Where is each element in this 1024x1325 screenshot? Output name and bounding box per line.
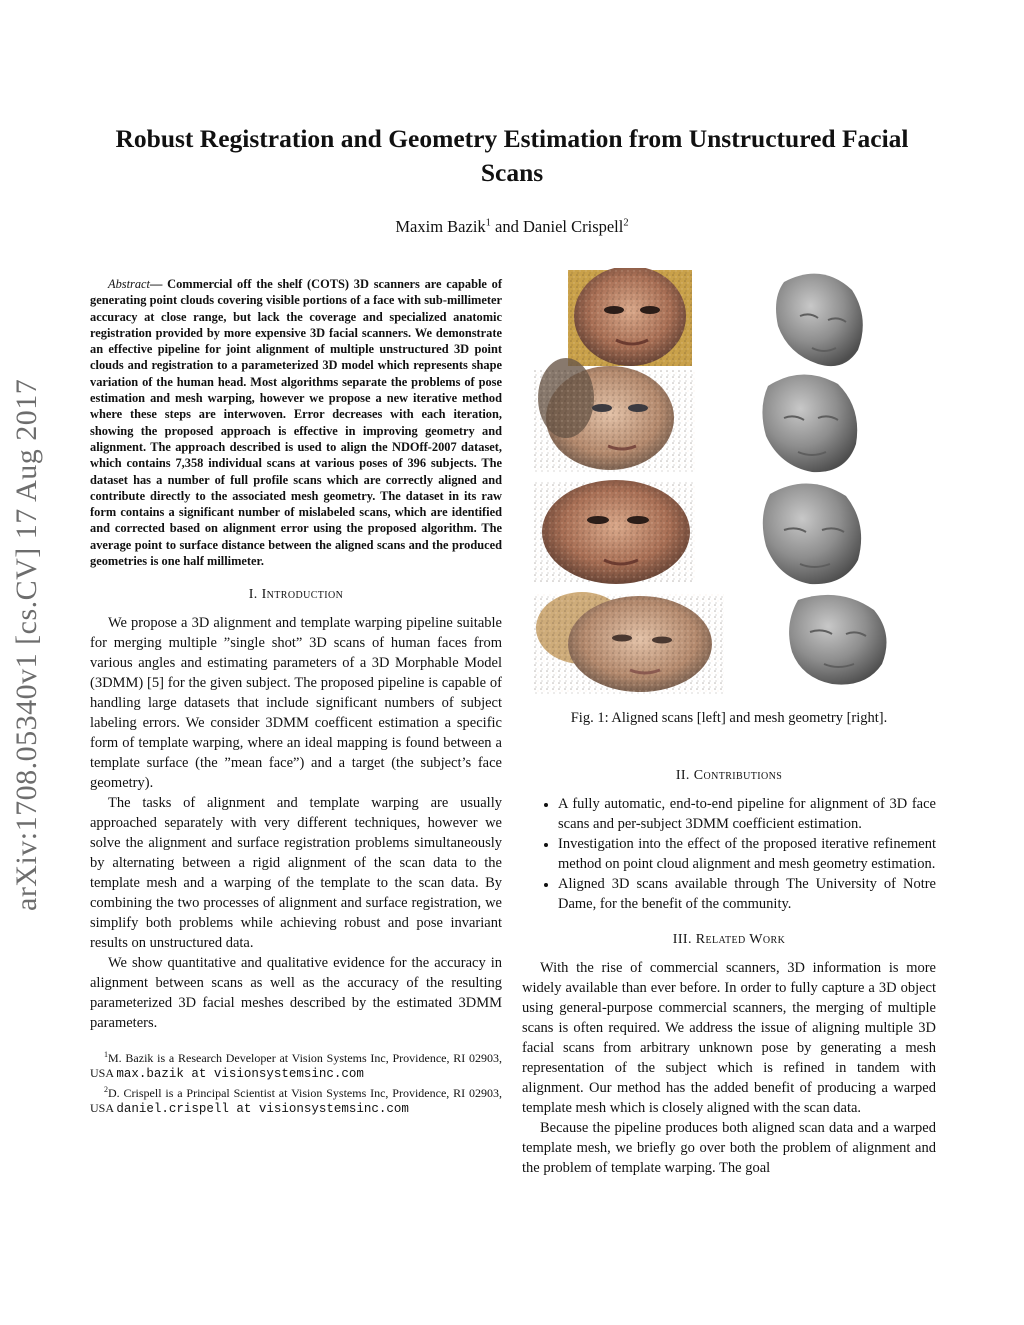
contributions-list <box>522 794 936 914</box>
abstract-lead: Abstract <box>108 277 150 291</box>
abstract-dash: — <box>150 277 168 291</box>
author-list <box>100 217 924 237</box>
figure-1 <box>522 268 936 698</box>
related-paragraph: Because the pipeline produces both aligned scan data and a warped template mesh, we briefly go over both the problem of alignment and the problem of template warping. The goal <box>522 1120 936 1176</box>
figure-caption: Fig. 1: Aligned scans [left] and mesh geometry [right]. <box>570 710 888 726</box>
footnote-email: max.bazik at visionsystemsinc.com <box>116 1067 364 1082</box>
right-column <box>522 268 936 1178</box>
figure-1-image <box>522 268 936 698</box>
section-heading-related-work: III. Related Work <box>672 932 786 947</box>
paper-title: Robust Registration and Geometry Estimation from Unstructured Facial Scans <box>115 124 909 187</box>
scan-face-4 <box>534 592 724 694</box>
author-affiliation-mark: 2 <box>623 217 629 229</box>
author-affiliation-mark: 1 <box>485 217 491 229</box>
mesh-face-2 <box>762 374 857 472</box>
list-item: • Aligned 3D scans available through The University of Notre Dame, for the benefit of the community. <box>558 874 936 914</box>
related-paragraph: With the rise of commercial scanners, 3D information is more widely available than ever before. In order to fully capture a 3D object using general-purpose commercial scanners, the merging of multiple scans is often required. We address the issue of aligning multiple 3D facial scans from arbitrary unknown pose by generating a mesh representation of the subject which is refined in tandem with alignment. Our method has the added benefit of producing a warped template mesh which is closely aligned with the scan data. <box>522 960 936 1116</box>
author-joiner: and <box>490 217 523 236</box>
left-column <box>90 276 502 1117</box>
footnote-mark: 1 <box>104 1050 108 1060</box>
scan-face-1 <box>568 268 692 366</box>
author-name: Daniel Crispell <box>523 217 624 236</box>
author-name: Maxim Bazik <box>395 217 486 236</box>
intro-paragraph: The tasks of alignment and template warping are usually approached separately with very different techniques, however we solve the alignment and surface registration problems simultaneously by alternating between a rigid alignment of the scan data to the template mesh and a warping of the template to the scan data. By combining the two processes of alignment and surface registration, we simplify both problems while achieving robust and pose invariant results on unstructured data. <box>90 795 502 952</box>
scan-face-2 <box>534 358 696 472</box>
section-heading-introduction: I. Introduction <box>248 587 344 603</box>
footnote-text: D. Crispell is a Principal Scientist at Vision Systems Inc, Providence, RI 02903, USA <box>90 1086 502 1116</box>
footnotes <box>90 1047 502 1117</box>
list-item: • Investigation into the effect of the proposed iterative refinement method on point cloud alignment and mesh geometry estimation. <box>558 834 936 874</box>
abstract-text: Commercial off the shelf (COTS) 3D scanners are capable of generating point clouds covering visible portions of a face with sub-millimeter accuracy at close range, but lack the coverage and specialized anatomic registration provided by more expensive 3D facial scanners. We demonstrate an effective pipeline for joint alignment of multiple unstructured 3D point clouds and registration to a parameterized 3D model which represents shape variation of the human head. Most algorithms separate the problems of pose estimation and mesh warping, however we propose a new iterative method where these steps are interwoven. Error decreases with each iteration, showing the proposed approach is effective in improving geometry and alignment. The approach described is used to align the NDOff-2007 dataset, which contains 7,358 individual scans at various poses of 396 subjects. The dataset has a number of full profile scans which are correctly aligned and contribute directly to the associated mesh geometry. The dataset in its raw form contains a significant number of mislabeled scans, which are identified and corrected based on alignment error using the proposed algorithm. The average point to surface distance between the aligned scans and the produced geometries is one half millimeter. <box>90 277 502 569</box>
footnote-email: daniel.crispell at visionsystemsinc.com <box>116 1102 409 1117</box>
scan-face-3 <box>534 480 696 584</box>
intro-paragraph: We show quantitative and qualitative evidence for the accuracy in alignment between scans as well as the accuracy of the resulting parameterized 3D facial meshes described by the estimated 3DMM parameters. <box>90 955 502 1032</box>
section-heading-contributions: II. Contributions <box>675 768 783 783</box>
arxiv-identifier: arXiv:1708.05340v1 [cs.CV] 17 Aug 2017 <box>10 378 43 912</box>
footnote <box>90 1082 502 1117</box>
mesh-face-1 <box>776 274 863 366</box>
mesh-face-4 <box>789 595 886 685</box>
abstract <box>90 276 502 569</box>
footnote-mark: 2 <box>104 1085 108 1095</box>
footnote <box>90 1047 502 1082</box>
intro-paragraph: We propose a 3D alignment and template warping pipeline suitable for merging multiple ”single shot” 3D scans of human faces from various angles and estimating parameters of a 3D Morphable Model (3DMM) [5] for the given subject. The proposed pipeline is capable of handling large datasets that include significant numbers of subject labeling errors. We consider 3DMM coefficent estimation a specific form of template warping, where an ideal mapping is found between a template surface (the ”mean face”) and a target (the subject’s face geometry). <box>90 615 502 792</box>
mesh-face-3 <box>763 483 861 584</box>
list-item: • A fully automatic, end-to-end pipeline for alignment of 3D face scans and per-subject 3DMM coefficient estimation. <box>558 794 936 834</box>
footnote-text: M. Bazik is a Research Developer at Vision Systems Inc, Providence, RI 02903, USA <box>90 1051 502 1081</box>
